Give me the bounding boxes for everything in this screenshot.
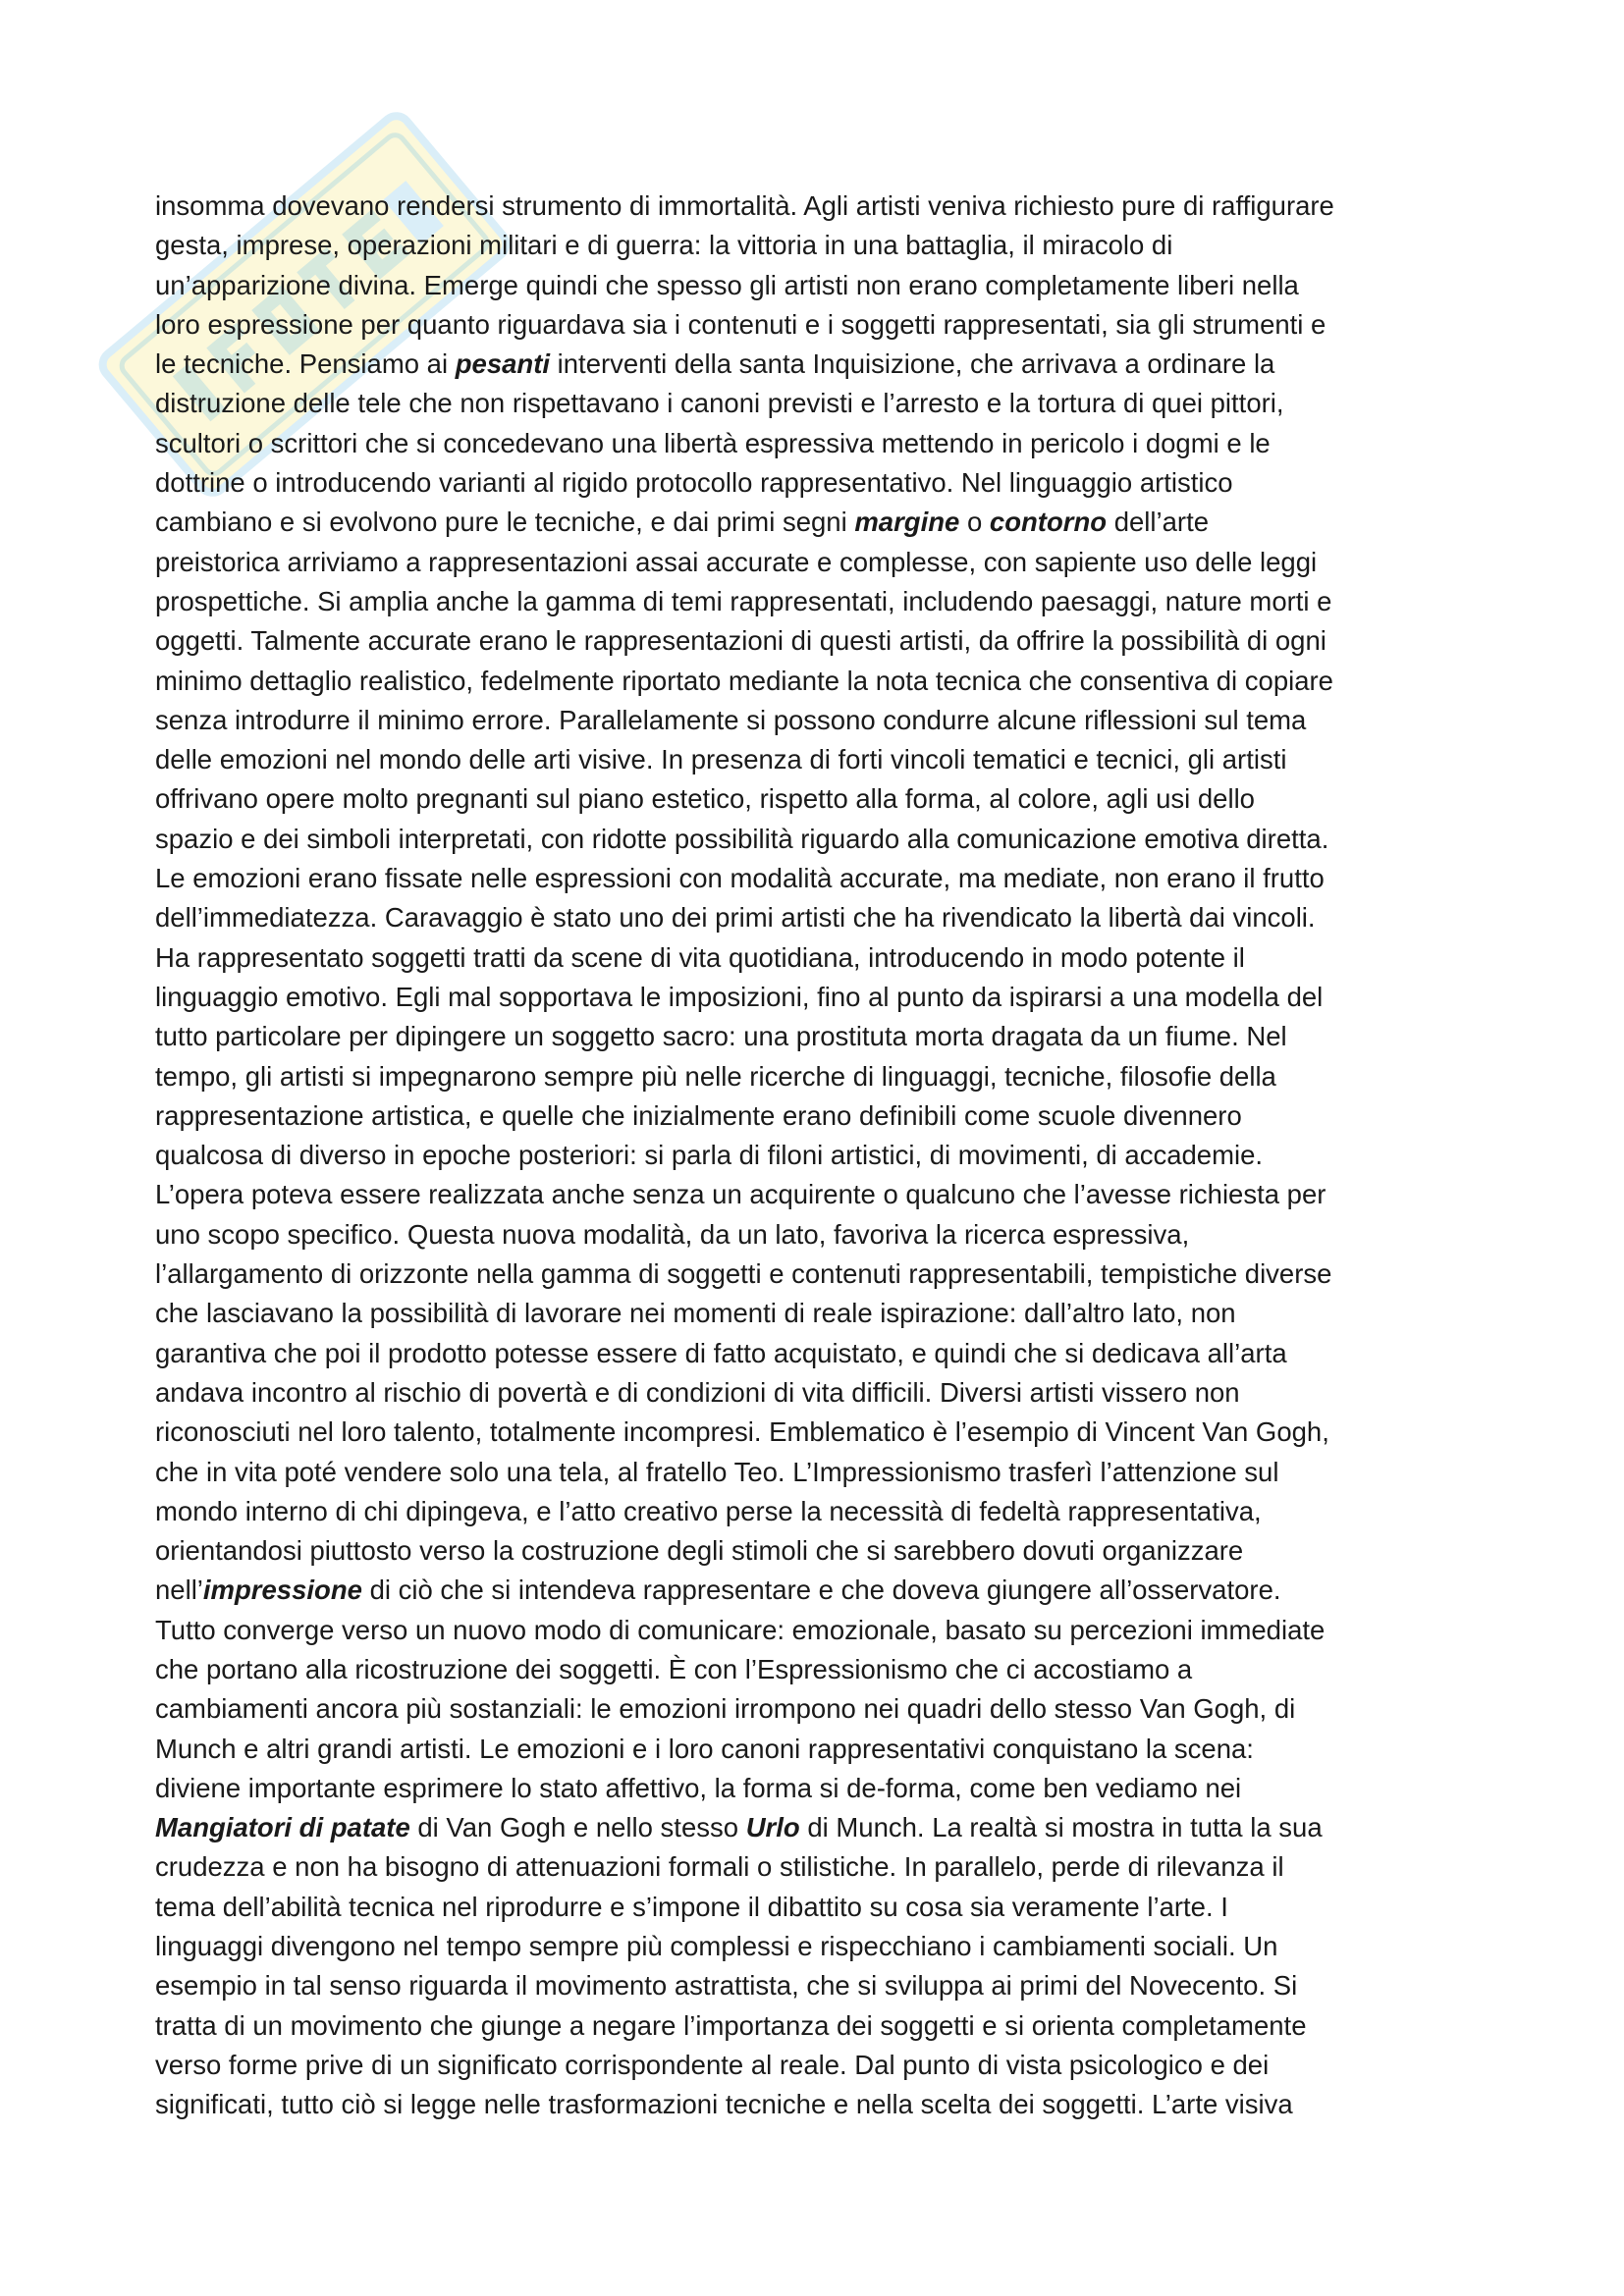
text-run: scultori o scrittori che si concedevano una libertà espressiva mettendo in pericolo i dogmi e le <box>155 427 1271 458</box>
body-text-line <box>155 1453 1490 1492</box>
emphasis-text: margine <box>854 507 960 538</box>
text-run: cambiamenti ancora più sostanziali: le emozioni irrompono nei quadri dello stesso Van Gogh, di <box>155 1693 1296 1725</box>
body-text-line <box>155 859 1490 898</box>
body-text-line <box>155 503 1490 542</box>
text-run: tratta di un movimento che giunge a negare l’importanza dei soggetti e si orienta completamente <box>155 2009 1307 2041</box>
body-text-line <box>155 1492 1490 1531</box>
text-run: minimo dettaglio realistico, fedelmente riportato mediante la nota tecnica che consentiva di copiare <box>155 665 1333 696</box>
body-text-line <box>155 1215 1490 1255</box>
text-run: andava incontro al rischio di povertà e di condizioni di vita difficili. Diversi artisti vissero non <box>155 1376 1240 1408</box>
body-text-line <box>155 1294 1490 1333</box>
text-run: che portano alla ricostruzione dei soggetti. È con l’Espressionismo che ci accostiamo a <box>155 1653 1193 1684</box>
body-text-line <box>155 1531 1490 1571</box>
text-run: mondo interno di chi dipingeva, e l’atto creativo perse la necessità di fedeltà rappresentativa, <box>155 1495 1262 1526</box>
body-text-line <box>155 2006 1490 2046</box>
body-text-line <box>155 662 1490 701</box>
text-run: di Munch. La realtà si mostra in tutta la sua <box>799 1812 1323 1843</box>
text-run: cambiano e si evolvono pure le tecniche, e dai primi segni <box>155 507 855 538</box>
body-text-line <box>155 266 1490 305</box>
text-run: crudezza e non ha bisogno di attenuazioni formali o stilistiche. In parallelo, perde di rilevanza il <box>155 1851 1284 1883</box>
body-text-line <box>155 2085 1490 2124</box>
body-text-line <box>155 187 1490 226</box>
text-run: verso forme prive di un significato corrispondente al reale. Dal punto di vista psicologico e dei <box>155 2049 1270 2080</box>
body-text-line <box>155 1769 1490 1808</box>
body-text-line <box>155 463 1490 503</box>
text-run: oggetti. Talmente accurate erano le rappresentazioni di questi artisti, da offrire la possibilità di ogni <box>155 625 1326 657</box>
text-run: Le emozioni erano fissate nelle espressioni con modalità accurate, ma mediate, non erano il frutto <box>155 863 1325 894</box>
emphasis-text: Mangiatori di patate <box>155 1812 410 1843</box>
body-text-line <box>155 2046 1490 2085</box>
text-run: delle emozioni nel mondo delle arti visive. In presenza di forti vincoli tematici e tecnici, gli artisti <box>155 744 1287 775</box>
text-run: che in vita poté vendere solo una tela, al fratello Teo. L’Impressionismo trasferì l’attenzione sul <box>155 1456 1279 1487</box>
body-text-line <box>155 1373 1490 1413</box>
text-run: linguaggi divengono nel tempo sempre più complessi e rispecchiano i cambiamenti sociali. Un <box>155 1931 1278 1962</box>
body-text-line <box>155 1888 1490 1927</box>
text-run: uno scopo specifico. Questa nuova modalità, da un lato, favoriva la ricerca espressiva, <box>155 1218 1190 1250</box>
text-run: che lasciavano la possibilità di lavorare nei momenti di reale ispirazione: dall’altro lato, non <box>155 1298 1236 1329</box>
text-run: gesta, imprese, operazioni militari e di guerra: la vittoria in una battaglia, il miracolo di <box>155 230 1173 261</box>
emphasis-text: contorno <box>989 507 1108 538</box>
body-text-line <box>155 1611 1490 1650</box>
text-run: o <box>959 507 990 538</box>
body-text-line <box>155 424 1490 463</box>
body-text-line <box>155 1689 1490 1729</box>
text-run: prospettiche. Si amplia anche la gamma di temi rappresentati, includendo paesaggi, nature morti e <box>155 585 1332 616</box>
emphasis-text: Urlo <box>745 1812 800 1843</box>
body-text-line <box>155 1927 1490 1966</box>
text-run: di Van Gogh e nello stesso <box>409 1812 746 1843</box>
text-run: L’opera poteva essere realizzata anche senza un acquirente o qualcuno che l’avesse richiesta per <box>155 1179 1326 1210</box>
body-text-line <box>155 305 1490 345</box>
text-run: tutto particolare per dipingere un soggetto sacro: una prostituta morta dragata da un fiume. Nel <box>155 1021 1287 1052</box>
text-run: insomma dovevano rendersi strumento di immortalità. Agli artisti veniva richiesto pure di raffigurare <box>155 190 1334 221</box>
body-text-line <box>155 938 1490 978</box>
body-text-line <box>155 1571 1490 1610</box>
text-run: preistorica arriviamo a rappresentazioni assai accurate e complesse, con sapiente uso delle leggi <box>155 546 1318 577</box>
text-run: di ciò che si intendeva rappresentare e che doveva giungere all’osservatore. <box>361 1575 1281 1606</box>
text-run: significati, tutto ciò si legge nelle trasformazioni tecniche e nella scelta dei soggetti. L’arte visiva <box>155 2089 1293 2120</box>
body-text-line <box>155 621 1490 661</box>
body-text-line <box>155 1730 1490 1769</box>
text-run: dottrine o introducendo varianti al rigido protocollo rappresentativo. Nel linguaggio artistico <box>155 467 1233 499</box>
body-text-line <box>155 1255 1490 1294</box>
text-run: qualcosa di diverso in epoche posteriori: si parla di filoni artistici, di movimenti, di accademie. <box>155 1140 1264 1171</box>
text-run: l’allargamento di orizzonte nella gamma di soggetti e contenuti rappresentabili, tempistiche diverse <box>155 1258 1332 1290</box>
text-run: loro espressione per quanto riguardava sia i contenuti e i soggetti rappresentati, sia gli strumenti e <box>155 308 1326 340</box>
body-text-line <box>155 1808 1490 1847</box>
text-run: esempio in tal senso riguarda il movimento astrattista, che si sviluppa ai primi del Novecento. Si <box>155 1970 1298 2002</box>
text-run: dell’arte <box>1107 507 1210 538</box>
text-run: offrivano opere molto pregnanti sul piano estetico, rispetto alla forma, al colore, agli usi dello <box>155 783 1255 815</box>
text-run: dell’immediatezza. Caravaggio è stato uno dei primi artisti che ha rivendicato la libertà dai vincoli. <box>155 902 1316 934</box>
text-run: un’apparizione divina. Emerge quindi che spesso gli artisti non erano completamente liberi nella <box>155 269 1299 300</box>
body-text-line <box>155 582 1490 621</box>
body-text-line <box>155 1175 1490 1214</box>
text-run: nell’ <box>155 1575 203 1606</box>
text-run: garantiva che poi il prodotto potesse essere di fatto acquistato, e quindi che si dedicava all’arta <box>155 1337 1287 1368</box>
body-text-line <box>155 1017 1490 1056</box>
body-text-line <box>155 543 1490 582</box>
text-run: linguaggio emotivo. Egli mal sopportava le imposizioni, fino al punto da ispirarsi a una modella del <box>155 981 1324 1012</box>
text-run: le tecniche. Pensiamo ai <box>155 348 456 380</box>
body-text-line <box>155 384 1490 423</box>
text-run: interventi della santa Inquisizione, che arrivava a ordinare la <box>550 348 1275 380</box>
text-run: riconosciuti nel loro talento, totalmente incompresi. Emblematico è l’esempio di Vincent Van Gogh, <box>155 1416 1329 1448</box>
body-text-line <box>155 1966 1490 2005</box>
body-text-line <box>155 1096 1490 1136</box>
text-run: Munch e altri grandi artisti. Le emozioni e i loro canoni rappresentativi conquistano la scena: <box>155 1733 1254 1764</box>
text-run: rappresentazione artistica, e quelle che inizialmente erano definibili come scuole divennero <box>155 1099 1242 1131</box>
text-run: distruzione delle tele che non rispettavano i canoni previsti e l’arresto e la tortura di quei pittori, <box>155 388 1284 419</box>
text-run: tempo, gli artisti si impegnarono sempre più nelle ricerche di linguaggi, tecniche, filosofie della <box>155 1060 1276 1092</box>
emphasis-text: pesanti <box>455 348 551 380</box>
body-text-line <box>155 1136 1490 1175</box>
body-text-line <box>155 345 1490 384</box>
body-text-line <box>155 1413 1490 1452</box>
body-text-line <box>155 226 1490 265</box>
body-text-line <box>155 978 1490 1017</box>
text-run: senza introdurre il minimo errore. Parallelamente si possono condurre alcune riflessioni sul tema <box>155 704 1307 735</box>
emphasis-text: impressione <box>202 1575 362 1606</box>
text-run: Ha rappresentato soggetti tratti da scene di vita quotidiana, introducendo in modo potente il <box>155 941 1245 973</box>
document-page <box>155 187 1490 2125</box>
body-text-line <box>155 779 1490 819</box>
body-text-line <box>155 898 1490 937</box>
text-run: spazio e dei simboli interpretati, con ridotte possibilità riguardo alla comunicazione emotiva diretta. <box>155 823 1329 854</box>
text-run: tema dell’abilità tecnica nel riprodurre e s’impone il dibattito su cosa sia veramente l’arte. I <box>155 1891 1228 1922</box>
body-text-line <box>155 1057 1490 1096</box>
body-text-line <box>155 701 1490 740</box>
text-run: orientandosi piuttosto verso la costruzione degli stimoli che si sarebbero dovuti organizzare <box>155 1535 1244 1567</box>
body-text-line <box>155 1847 1490 1887</box>
body-text-line <box>155 1334 1490 1373</box>
body-text-line <box>155 820 1490 859</box>
body-text-line <box>155 1650 1490 1689</box>
text-run: Tutto converge verso un nuovo modo di comunicare: emozionale, basato su percezioni immediate <box>155 1614 1326 1645</box>
body-text-line <box>155 740 1490 779</box>
text-run: diviene importante esprimere lo stato affettivo, la forma si de-forma, come ben vediamo nei <box>155 1772 1242 1803</box>
